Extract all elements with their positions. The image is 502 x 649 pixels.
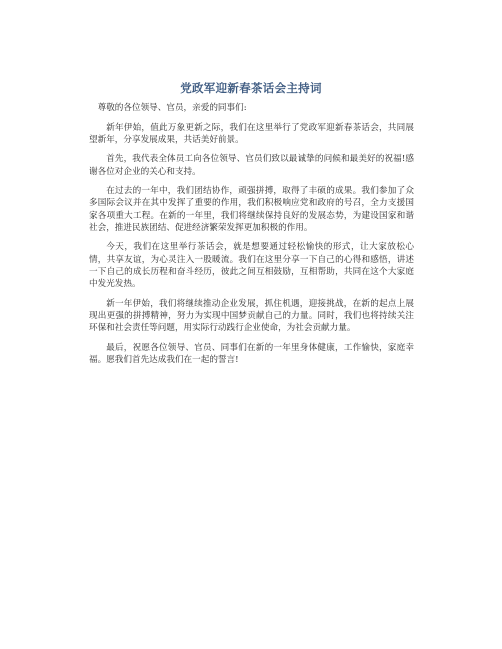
document-body — [89, 102, 414, 373]
paragraph-4: 今天，我们在这里举行茶话会，就是想要通过轻松愉快的形式，让大家放松心情，共享友谊，为心灵注入一股暖流。我们在这里分享一下自己的心得和感悟，讲述一下自己的成长历程和奋斗经历，彼此之间互相鼓励，互相帮助，共同在这个大家庭中发光发热。 — [89, 242, 414, 289]
paragraph-5: 新一年伊始，我们将继续推动企业发展，抓住机遇，迎接挑战，在新的起点上展现出更强的拼搏精神，努力为实现中国梦贡献自己的力量。同时，我们也将持续关注环保和社会责任等问题，用实际行动践行企业使命，为社会贡献力量。 — [89, 298, 414, 333]
paragraph-6: 最后，祝愿各位领导、官员、同事们在新的一年里身体健康，工作愉快，家庭幸福。愿我们首先达成我们在一起的誓言! — [89, 342, 414, 365]
paragraph-3: 在过去的一年中，我们团结协作，顽强拼搏，取得了丰硕的成果。我们参加了众多国际会议并在其中发挥了重要的作用，我们积极响应党和政府的号召，全力支援国家各项重大工程。在新的一年里，我们将继续保持良好的发展态势，为建设国家和谐社会，推进民族团结、促进经济繁荣发挥更加积极的作用。 — [89, 186, 414, 233]
greeting-line: 尊敬的各位领导、官员，亲爱的同事们: — [97, 103, 247, 113]
paragraph-1: 新年伊始，值此万象更新之际，我们在这里举行了党政军迎新春茶话会，共同展望新年，分享发展成果，共话美好前景。 — [89, 122, 414, 145]
paragraph-2: 首先，我代表全体员工向各位领导、官员们致以最诚挚的问候和最美好的祝福!感谢各位对企业的关心和支持。 — [89, 154, 414, 177]
document-title: 党政军迎新春茶话会主持词 — [180, 81, 322, 95]
